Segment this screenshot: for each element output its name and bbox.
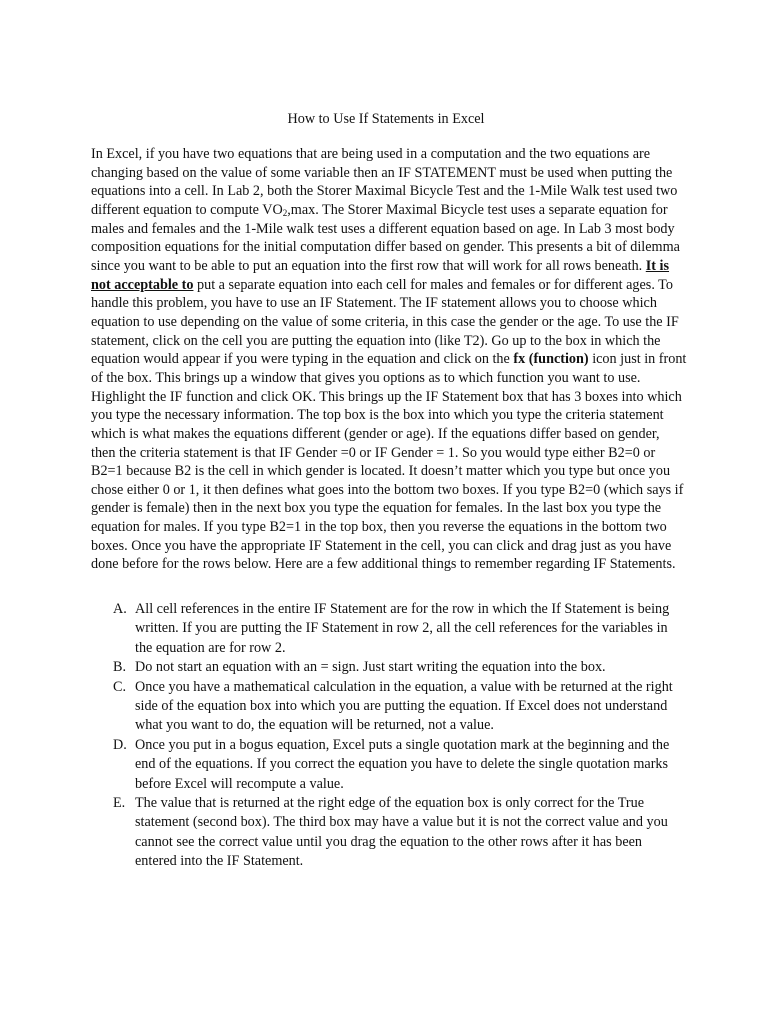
vo2-subscript: 2: [282, 207, 288, 218]
reminder-list: [91, 600, 687, 872]
list-letter: D.: [113, 736, 127, 753]
paragraph-text-1: In Excel, if you have two equations that are being used in a computation and the two equations are changing based on the value of some variable then an IF STATEMENT must be used when putting the equations into a cell. In Lab 2, both the Storer Maximal Bicycle Test and the 1-Mile Walk test used two different equation to compute VO: [91, 146, 678, 218]
list-letter: B.: [113, 659, 127, 676]
list-item-e: [91, 794, 687, 872]
list-item-text: All cell references in the entire IF Statement are for the row in which the If Statement is being written. If you are putting the IF Statement in row 2, all the cell references for the variables in the equation are for row 2.: [135, 601, 670, 656]
emphasis-text: It is not acceptable to: [91, 257, 670, 293]
list-letter: A.: [113, 601, 127, 617]
list-letter: C.: [113, 678, 127, 695]
list-item-text: Once you have a mathematical calculation in the equation, a value with be returned at the right side of the equation box into which you are putting the equation. If Excel does not understand what you want to do, the equation will be returned, not a value.: [135, 678, 673, 734]
list-item-text: The value that is returned at the right edge of the equation box is only correct for the True statement (second box). The third box may have a value but it is not the correct value and you cannot see the correct value until you drag the equation to the other rows after it has been entered into the IF Statement.: [135, 795, 668, 870]
page-title: How to Use If Statements in Excel: [287, 111, 485, 127]
list-letter: E.: [113, 795, 126, 812]
list-item-text: Once you put in a bogus equation, Excel puts a single quotation mark at the beginning and the end of the equations. If you correct the equation you have to delete the single quotation marks before Excel will recompute a value.: [135, 736, 670, 792]
body-paragraph: [91, 145, 687, 574]
list-item-b: [91, 658, 687, 677]
paragraph-text-3: put a separate equation into each cell for males and females or for different ages. To handle this problem, you have to use an IF Statement. The IF statement allows you to choose which equation to use depending on the value of some criteria, in this case the gender or the age. To use the IF statement, click on the cell you are putting the equation into (like T2). Go up to the box in which the equation would appear if you were typing in the equation and click on the: [91, 276, 679, 368]
list-item-a: [91, 600, 687, 658]
paragraph-text-4: icon just in front of the box. This brings up a window that gives you options as to which function you want to use. Highlight the IF function and click OK. This brings up the IF Statement box that has 3 boxes into which you type the necessary information. The top box is the box into which you type the criteria statement which is what makes the equations different (gender or age). If the equations differ based on gender, then the criteria statement is that IF Gender =0 or IF Gender = 1. So you would type either B2=0 or B2=1 because B2 is the cell in which gender is located. It doesn’t matter which you type but once you chose either 0 or 1, it then defines what goes into the bottom two boxes. If you type B2=0 (which says if gender is female) then in the next box you type the equation for females. In the last box you type the equation for males. If you type B2=1 in the top box, then you reverse the equations in the bottom two boxes. Once you have the appropriate IF Statement in the cell, you can click and drag just as you have done before for the rows below. Here are a few additional things to remember regarding IF Statements.: [91, 351, 687, 573]
fx-function-label: fx (function): [513, 351, 589, 368]
list-item-c: [91, 678, 687, 736]
list-item-d: [91, 736, 687, 794]
list-item-text: Do not start an equation with an = sign. Just start writing the equation into the box.: [135, 659, 606, 676]
paragraph-text-2: ,max. The Storer Maximal Bicycle test uses a separate equation for males and females and the 1-Mile walk test uses a different equation based on age. In Lab 3 most body composition equations for the initial computation differ based on gender. This presents a bit of dilemma since you want to be able to put an equation into the first row that will work for all rows beneath.: [91, 201, 680, 274]
